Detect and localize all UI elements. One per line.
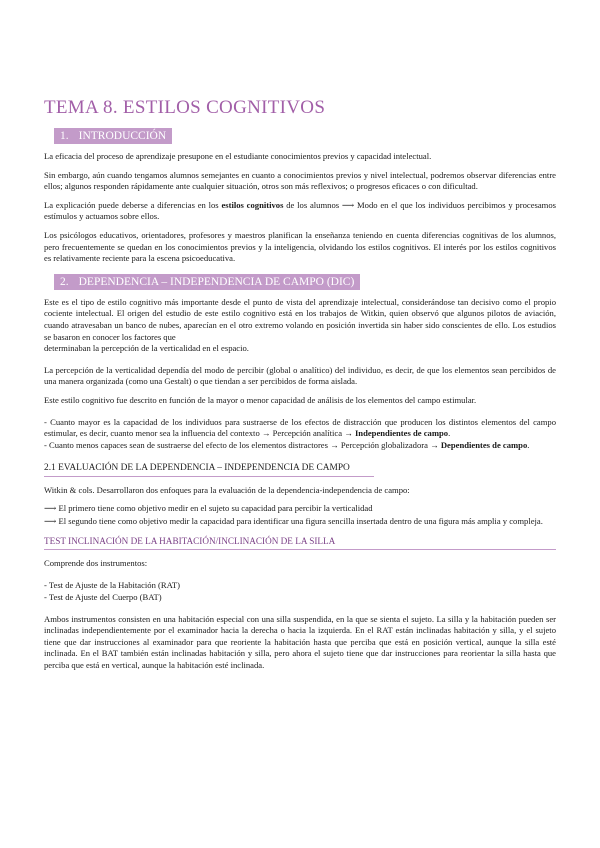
paragraph: Sin embargo, aún cuando tengamos alumnos semejantes en cuanto a conocimientos previos y nivel intelectual, podremos observar diferencias entre ellos; algunos responden rápidamente ante cualquier situación, otros son más reflexivos; o progresos eficaces o con dificultad.	[44, 169, 556, 192]
subsection-heading-evaluacion: 2.1 EVALUACIÓN DE LA DEPENDENCIA – INDEPENDENCIA DE CAMPO	[44, 462, 374, 477]
list-item: - Cuanto menos capaces sean de sustraerse del efecto de los elementos distractores → Percepción globalizadora → Dependientes de campo.	[44, 440, 530, 451]
paragraph: Ambos instrumentos consisten en una habitación especial con una silla suspendida, en la que se sienta el sujeto. La silla y la habitación pueden ser inclinadas independientemente por el examinador hacia la derecha o hacia la izquierda. En el RAT están inclinadas habitación y silla, y el sujeto tiene que dar instrucciones al examinador para que reoriente la habitación hasta que perciba que está en posición vertical, aunque la silla esté inclinada. En el BAT también están inclinadas habitación y silla, pero ahora el sujeto tiene que dar instrucciones para reorientar la silla hasta que perciba que está en vertical, aunque la habitación esté inclinada.	[44, 613, 556, 670]
section-label: DEPENDENCIA – INDEPENDENCIA DE CAMPO (DIC)	[78, 275, 355, 288]
paragraph: La percepción de la verticalidad dependía del modo de percibir (global o analítico) del individuo, es decir, de que los elementos sean percibidos de una manera organizada (como una Gestalt) o que tiendan a ser percibidos de forma aislada.	[44, 364, 556, 387]
document-page	[44, 96, 556, 679]
bold-term: Dependientes de campo	[440, 440, 528, 451]
list-item: ⟶ El primero tiene como objetivo medir en el sujeto su capacidad para percibir la verticalidad	[44, 503, 373, 514]
paragraph: Los psicólogos educativos, orientadores, profesores y maestros planifican la enseñanza teniendo en cuenta diferencias cognitivas de los alumnos, pero frecuentemente se quedan en los conocimientos previos y la inteligencia, olvidando los estilos cognitivos. El interés por los estilos cognitivos es relativamente reciente para la escena psicoeducativa.	[44, 229, 556, 264]
section-number: 2.	[60, 275, 69, 288]
paragraph: Este es el tipo de estilo cognitivo más importante desde el punto de vista del aprendizaje intelectual, considerándose tan decisivo como el propio cociente intelectual. El origen del estudio de este estilo cognitivo está en los trabajos de Witkin, quien observó que algunos pilotos de aviación, cuando atravesaban un banco de nubes, aparecían en el otro extremo volando en posición invertida sin haber sido conscientes de ello. Los estudios se basaron en conocer los factores que	[44, 296, 556, 342]
paragraph: Comprende dos instrumentos:	[44, 558, 148, 569]
paragraph: La explicación puede deberse a diferencias en los estilos cognitivos de los alumnos ⟶ Modo en el que los individuos percibimos y procesamos estímulos y actuamos sobre ellos.	[44, 199, 556, 222]
page-title: TEMA 8. ESTILOS COGNITIVOS	[44, 97, 326, 118]
list-item: - Test de Ajuste de la Habitación (RAT)	[44, 579, 180, 590]
list-item: ⟶ El segundo tiene como objetivo medir la capacidad para identificar una figura sencilla insertada dentro de una figura más amplia y compleja.	[44, 515, 543, 526]
bold-term: Independientes de campo	[354, 427, 449, 438]
paragraph: La eficacia del proceso de aprendizaje presupone en el estudiante conocimientos previos y capacidad intelectual.	[44, 151, 432, 161]
section-number: 1.	[60, 130, 69, 142]
subsection-heading-test: TEST INCLINACIÓN DE LA HABITACIÓN/INCLINACIÓN DE LA SILLA	[44, 535, 556, 550]
section-heading-introduccion	[54, 128, 172, 144]
list-item: - Cuanto mayor es la capacidad de los individuos para sustraerse de los efectos de distracción que producen los distintos elementos del campo estimular, es decir, cuanto menor sea la influencia del contexto → Percepción analítica → Independientes de campo.	[44, 416, 556, 438]
paragraph: Este estilo cognitivo fue descrito en función de la mayor o menor capacidad de análisis de los elementos del campo estimular.	[44, 394, 477, 405]
section-label: INTRODUCCIÓN	[78, 130, 167, 142]
paragraph: Witkin & cols. Desarrollaron dos enfoques para la evaluación de la dependencia-independencia de campo:	[44, 484, 410, 495]
bold-term: estilos cognitivos	[221, 199, 284, 210]
list-item: - Test de Ajuste del Cuerpo (BAT)	[44, 592, 162, 603]
section-heading-dependencia	[54, 274, 360, 290]
paragraph: determinaban la percepción de la verticalidad en el espacio.	[44, 343, 249, 354]
